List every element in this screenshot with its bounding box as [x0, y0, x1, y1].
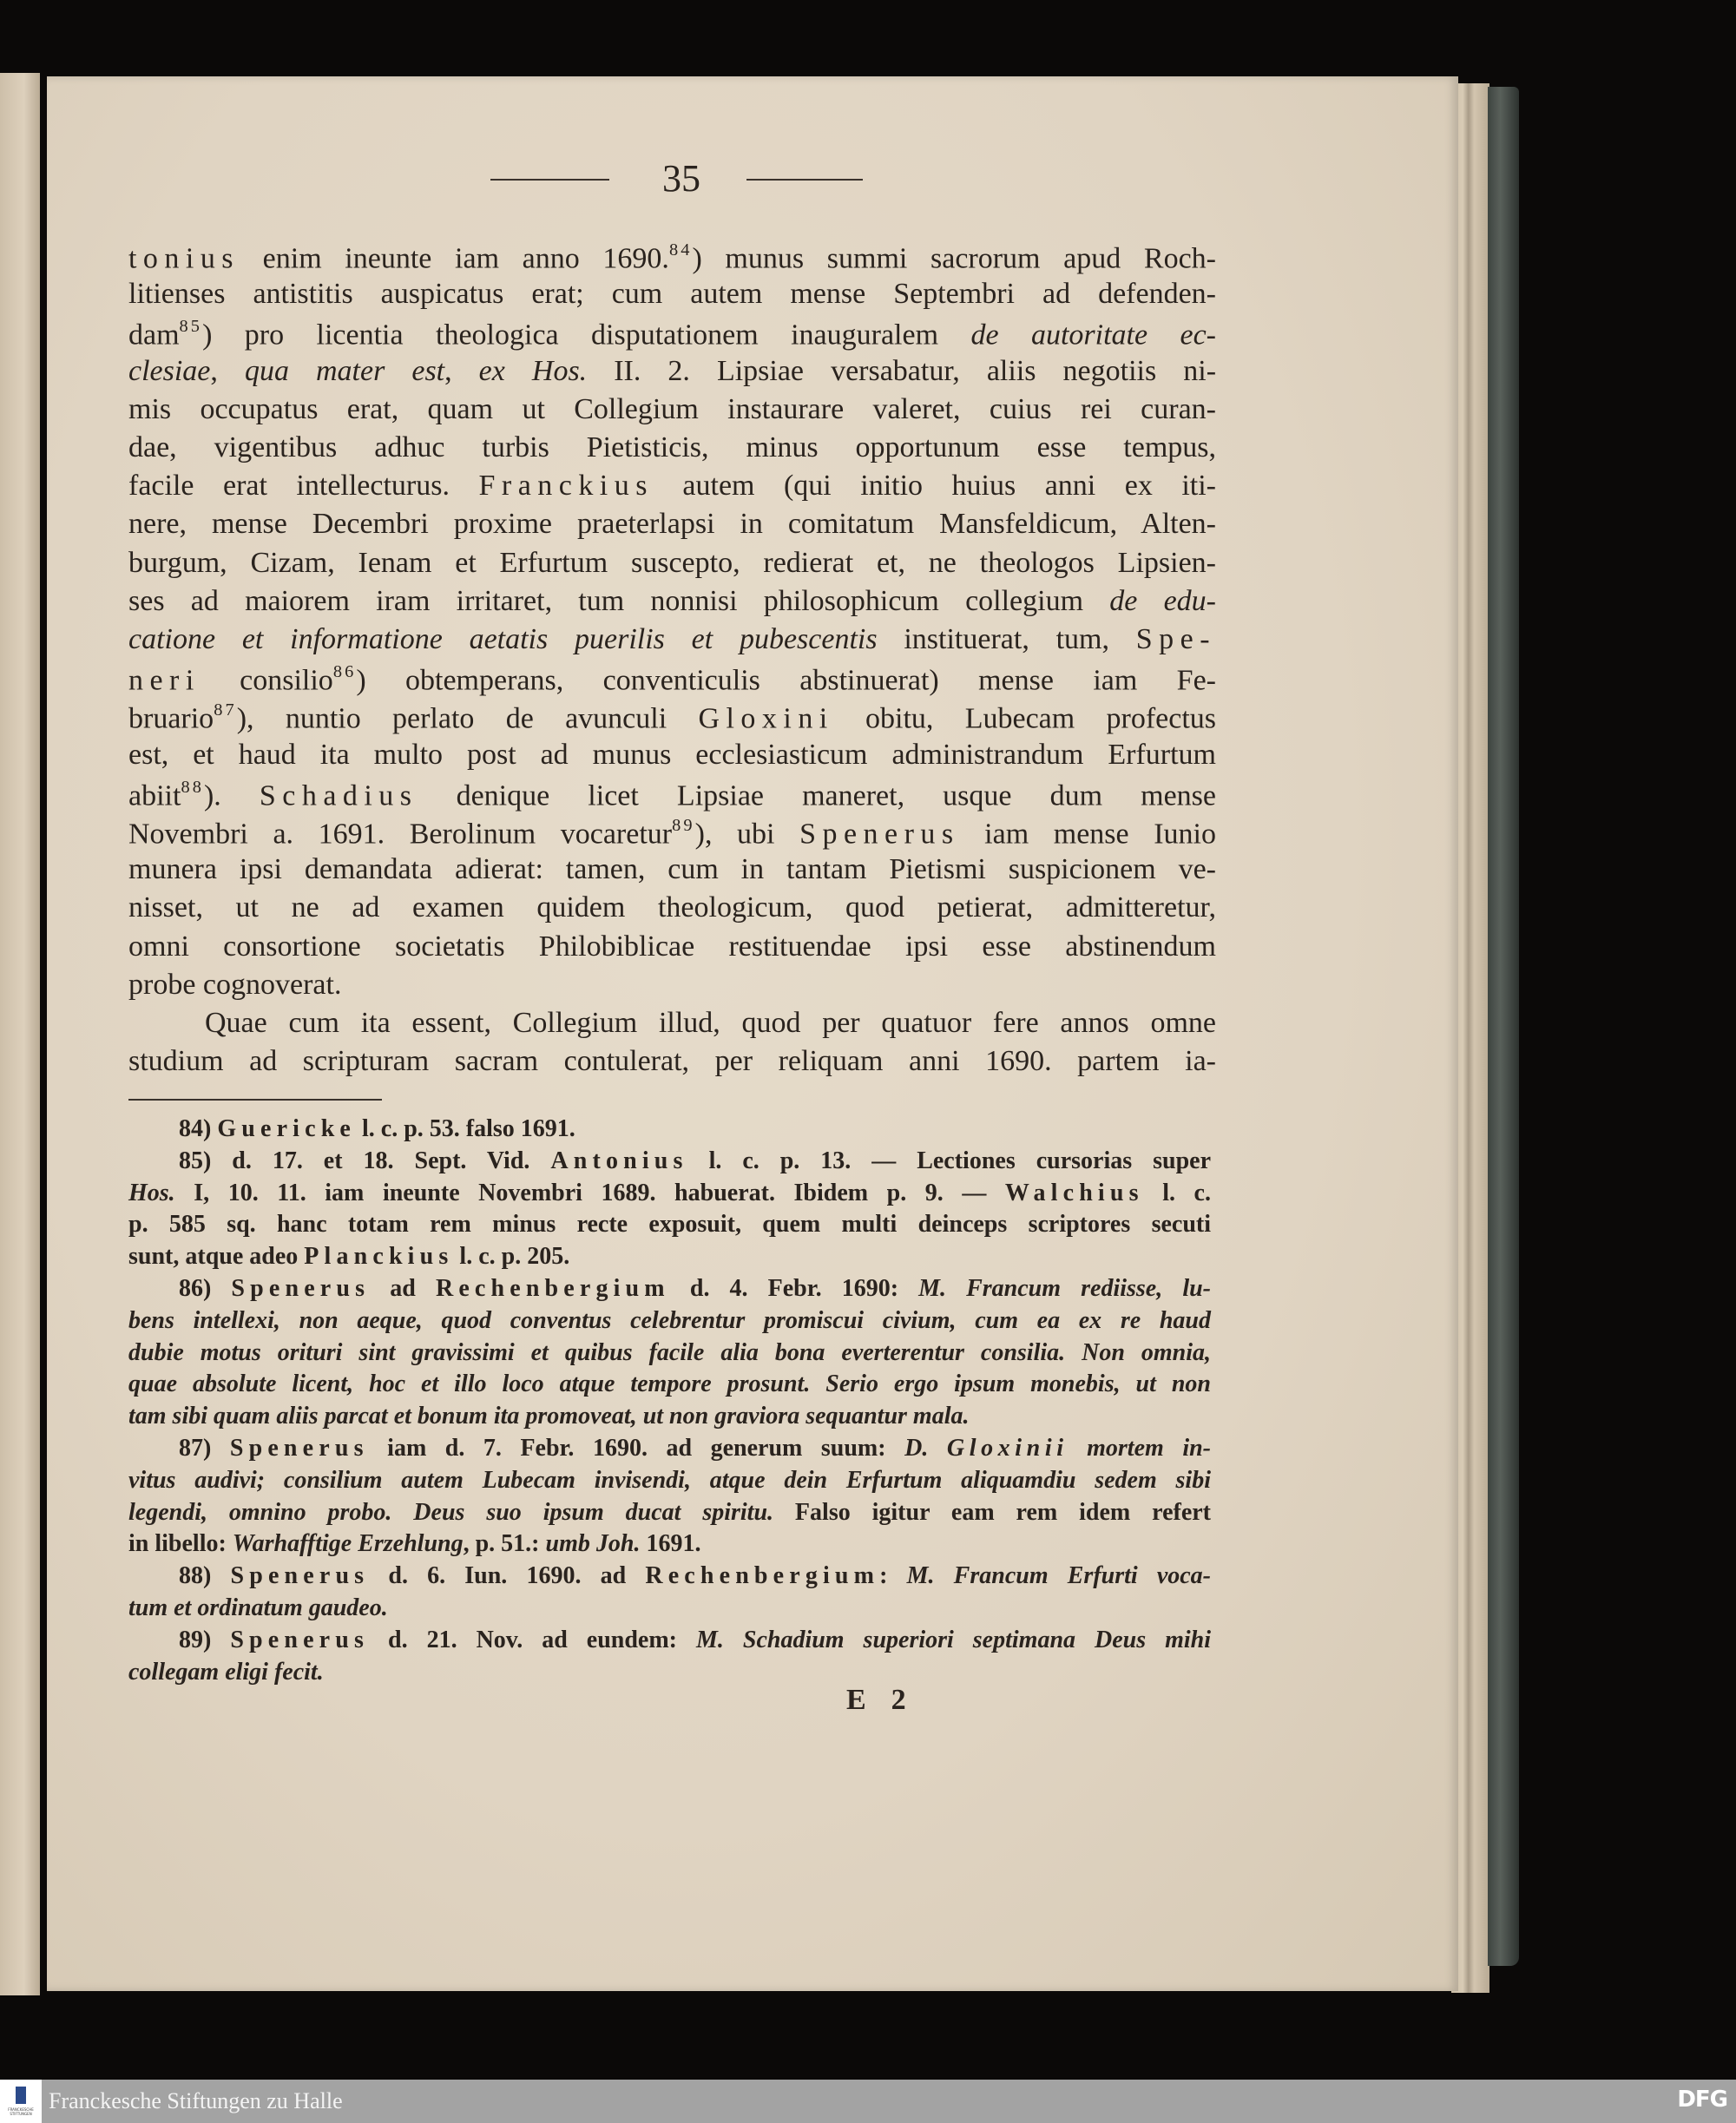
text-run: l. c. p. 53. falso 1691. [356, 1115, 575, 1142]
body-line [128, 241, 1216, 273]
text-run: omni consortione societatis Philobiblicae restituendae ipsi esse abstinendum [128, 930, 1216, 963]
footnote-separator [128, 1099, 382, 1101]
text-run: 89) [179, 1626, 231, 1653]
text-run: iam mense Iunio [959, 818, 1216, 851]
italic-text: collegam eligi fecit. [128, 1658, 324, 1686]
text-run: ) munus summi sacrorum apud Roch- [692, 242, 1216, 275]
footnote-line [128, 1466, 1211, 1494]
text-run: 1691. [640, 1530, 701, 1558]
spaced-name: Gloxini [698, 702, 834, 735]
footnote-line [128, 1372, 1211, 1397]
italic-text: de autoritate ec- [970, 319, 1216, 352]
spaced-name: Planckius [304, 1243, 454, 1271]
text-run: ) obtemperans, conventiculis abstinuerat) mense iam Fe- [356, 664, 1216, 697]
footnote-line [128, 1306, 1211, 1334]
text-run: ses ad maiorem iram irritaret, tum nonnisi philosophicum collegium [128, 584, 1110, 617]
dfg-logo[interactable]: DFG [1677, 2087, 1727, 2113]
spaced-name: Rechenbergium [645, 1562, 880, 1590]
spaced-name: Spenerus [229, 1435, 369, 1462]
text-run: dam [128, 319, 180, 352]
italic-text: de edu- [1109, 584, 1216, 617]
footnote-line [128, 1117, 1211, 1141]
text-run: , p. 51.: [463, 1530, 546, 1558]
italic-text: legendi, omnino probo. Deus suo ipsum ducat spiritu. [128, 1498, 774, 1526]
text-run: denique licet Lipsiae maneret, usque dum mense [418, 779, 1216, 812]
text-run: 87) [179, 1435, 230, 1462]
spaced-name: Franckius [478, 470, 654, 503]
text-run: 85) d. 17. et 18. Sept. Vid. [179, 1147, 551, 1174]
spaced-name: Spe- [1135, 623, 1216, 655]
text-run: 84) [179, 1115, 218, 1142]
body-line [128, 855, 1216, 884]
footnote-reference[interactable]: 87 [214, 700, 237, 720]
text-run: enim ineunte iam anno 1690. [240, 242, 669, 275]
footnote-line [128, 1596, 1211, 1620]
text-run: l. c. p. 13. — Lectiones cursorias super [687, 1147, 1211, 1174]
body-line [128, 701, 1216, 733]
body-line [128, 584, 1216, 617]
text-run: Novembri a. 1691. Berolinum vocaretur [128, 818, 673, 851]
spaced-name: Schadius [259, 779, 418, 812]
italic-text: ex Hos. [478, 354, 588, 387]
italic-text: Hos. [128, 1179, 175, 1206]
spaced-name: Gloxinii [946, 1435, 1069, 1462]
footnote-line [128, 1628, 1211, 1653]
text-run: 86) [179, 1275, 232, 1302]
text-run: ), ubi [694, 818, 800, 851]
book-binding [1488, 87, 1519, 1966]
footnote-reference[interactable]: 86 [332, 662, 357, 682]
logo-text: FRANCKESCHE STIFTUNGEN [8, 2107, 34, 2116]
spaced-name: Walchius [1004, 1179, 1144, 1206]
footnote-line [128, 1498, 1212, 1526]
body-line [128, 392, 1216, 425]
text-run: d. 6. Iun. 1690. ad [369, 1562, 646, 1590]
spaced-name: Guericke [217, 1115, 357, 1142]
body-line [128, 354, 1217, 387]
footer-bar [0, 2080, 1736, 2123]
body-line [128, 433, 1216, 463]
italic-text: tum et ordinatum gaudeo. [128, 1594, 388, 1621]
body-line [128, 318, 1216, 350]
italic-text: clesiae [128, 354, 211, 387]
page-number: 35 [662, 157, 700, 200]
italic-text: D. [904, 1435, 947, 1462]
italic-text: M. Francum Erfurti voca- [906, 1562, 1212, 1590]
body-line [128, 509, 1216, 539]
text-run: d. 21. Nov. ad eundem: [369, 1626, 696, 1653]
text-run: ) pro licentia theologica disputationem inauguralem [202, 319, 971, 352]
text-run: obitu, Lubecam profectus [833, 702, 1217, 735]
spaced-name: tonius [128, 242, 240, 275]
footnote-line [128, 1213, 1211, 1237]
spaced-name: Spenerus [230, 1626, 370, 1653]
text-run: d. 4. Febr. 1690: [669, 1275, 919, 1302]
italic-text: dubie motus orituri sint gravissimi et quibus facile alia bona everterentur consilia. Non omnia, [128, 1338, 1211, 1366]
text-run: bruario [128, 702, 214, 735]
text-run: probe cognoverat. [128, 968, 342, 1001]
header-rule-left [490, 179, 609, 181]
body-line [128, 932, 1216, 962]
text-run: p. 585 sq. hanc totam rem minus recte exposuit, quem multi deinceps scriptores secuti [128, 1211, 1211, 1239]
text-run: dae, vigentibus adhuc turbis Pietisticis, minus opportunum esse tempus, [128, 431, 1216, 463]
footnote-line [128, 1564, 1211, 1588]
text-run: consilio [200, 664, 333, 697]
logo-figure-icon [16, 2087, 26, 2104]
body-line [128, 970, 1216, 1000]
italic-text: quae absolute licent, hoc et illo loco atque tempore prosunt. Serio ergo ipsum monebis, ut non [128, 1370, 1211, 1398]
body-line [128, 817, 1216, 849]
spaced-name: Spenerus [799, 818, 960, 851]
footnote-line [128, 1404, 1211, 1429]
text-run: , [210, 354, 245, 387]
text-run: iam d. 7. Febr. 1690. ad generum suum: [368, 1435, 905, 1462]
institution-logo[interactable] [0, 2080, 42, 2123]
header-rule-right [746, 179, 863, 181]
footnote-line [128, 1245, 1211, 1269]
footnote-line [128, 1532, 1211, 1556]
spaced-name: neri [128, 664, 201, 697]
italic-text: mortem in- [1068, 1435, 1212, 1462]
text-run: I, 10. 11. iam ineunte Novembri 1689. habuerat. Ibidem p. 9. — [174, 1179, 1005, 1206]
italic-text: bens intellexi, non aeque, quod conventus celebrentur promiscui civium, cum ea ex re haud [128, 1306, 1211, 1334]
text-run: munera ipsi demandata adierat: tamen, cum in tantam Pietismi suspicionem ve- [128, 853, 1216, 886]
italic-text: M. Schadium superiori septimana Deus mihi [696, 1626, 1212, 1653]
signature-mark: E 2 [846, 1684, 915, 1716]
body-line [128, 779, 1216, 811]
body-line [128, 663, 1216, 695]
footnote-line [128, 1181, 1211, 1206]
text-run: Quae cum ita essent, Collegium illud, quod per quatuor fere annos omne [205, 1007, 1216, 1039]
facing-page-edge [0, 73, 40, 1995]
footnote-line [128, 1149, 1211, 1173]
text-run: : [879, 1562, 907, 1590]
spaced-name: Rechenbergium [435, 1275, 670, 1302]
body-line [128, 546, 1216, 579]
text-run: ad [370, 1275, 436, 1302]
text-run: 88) [179, 1562, 231, 1590]
text-run: II. 2. Lipsiae versabatur, aliis negotiis ni- [587, 354, 1217, 387]
text-run: in libello: [128, 1530, 233, 1558]
text-run: facile erat intellecturus. [128, 470, 479, 503]
footnote-reference[interactable]: 88 [181, 777, 204, 797]
body-line [128, 1009, 1216, 1038]
text-run: ), nuntio perlato de avunculi [236, 702, 699, 735]
footnote-reference[interactable]: 84 [668, 240, 693, 260]
body-line [128, 625, 1216, 654]
footnote-line [128, 1660, 1211, 1685]
text-run: instituerat, tum, [877, 623, 1136, 655]
text-run: mis occupatus erat, quam ut Collegium instaurare valeret, cuius rei curan- [128, 392, 1216, 425]
italic-text: tam sibi quam aliis parcat et bonum ita promoveat, ut non graviora sequantur mala. [128, 1403, 970, 1430]
text-run: ). [203, 779, 260, 812]
text-run: nisset, ut ne ad examen quidem theologicum, quod petierat, admitteretur, [128, 891, 1216, 924]
text-run: sunt, atque adeo [128, 1243, 305, 1271]
body-line [128, 471, 1216, 501]
text-run: , [444, 354, 479, 387]
text-run: l. c. p. 205. [453, 1243, 570, 1271]
institution-name[interactable]: Franckesche Stiftungen zu Halle [49, 2088, 343, 2113]
italic-text: catione et informatione aetatis puerilis et pubescentis [128, 623, 878, 655]
body-line [128, 279, 1216, 309]
italic-text: Warhafftige Erzehlung [232, 1530, 464, 1558]
footnote-line [128, 1338, 1211, 1366]
text-run: studium ad scripturam sacram contulerat, per reliquam anni 1690. partem ia- [128, 1045, 1216, 1078]
footnote-line [128, 1277, 1211, 1301]
text-run: burgum, Cizam, Ienam et Erfurtum suscepto, redierat et, ne theologos Lipsien- [128, 546, 1216, 579]
italic-text: umb Joh. [545, 1530, 641, 1558]
text-run: nere, mense Decembri proxime praeterlapsi in comitatum Mansfeldicum, Alten- [128, 508, 1216, 541]
italic-text: qua mater est [244, 354, 445, 387]
footnote-reference[interactable]: 85 [179, 317, 203, 337]
spaced-name: Antonius [550, 1147, 688, 1174]
italic-text: vitus audivi; consilium autem Lubecam invisendi, atque dein Erfurtum aliquamdiu sedem sibi [128, 1466, 1211, 1494]
spaced-name: Spenerus [231, 1275, 371, 1302]
footnote-reference[interactable]: 89 [672, 816, 695, 835]
text-run: est, et haud ita multo post ad munus ecclesiasticum administrandum Erfurtum [128, 738, 1216, 771]
body-line [128, 893, 1216, 923]
body-line [128, 740, 1216, 770]
text-run: autem (qui initio huius anni ex iti- [653, 470, 1216, 503]
text-run: litienses antistitis auspicatus erat; cum autem mense Septembri ad defenden- [128, 278, 1216, 311]
footnote-line [128, 1436, 1211, 1461]
body-line [128, 1047, 1216, 1076]
spaced-name: Spenerus [230, 1562, 370, 1590]
text-run: l. c. [1143, 1179, 1211, 1206]
text-run: Falso igitur eam rem idem refert [773, 1498, 1212, 1526]
italic-text: M. Francum rediisse, lu- [918, 1275, 1211, 1302]
text-run: abiit [128, 779, 181, 812]
